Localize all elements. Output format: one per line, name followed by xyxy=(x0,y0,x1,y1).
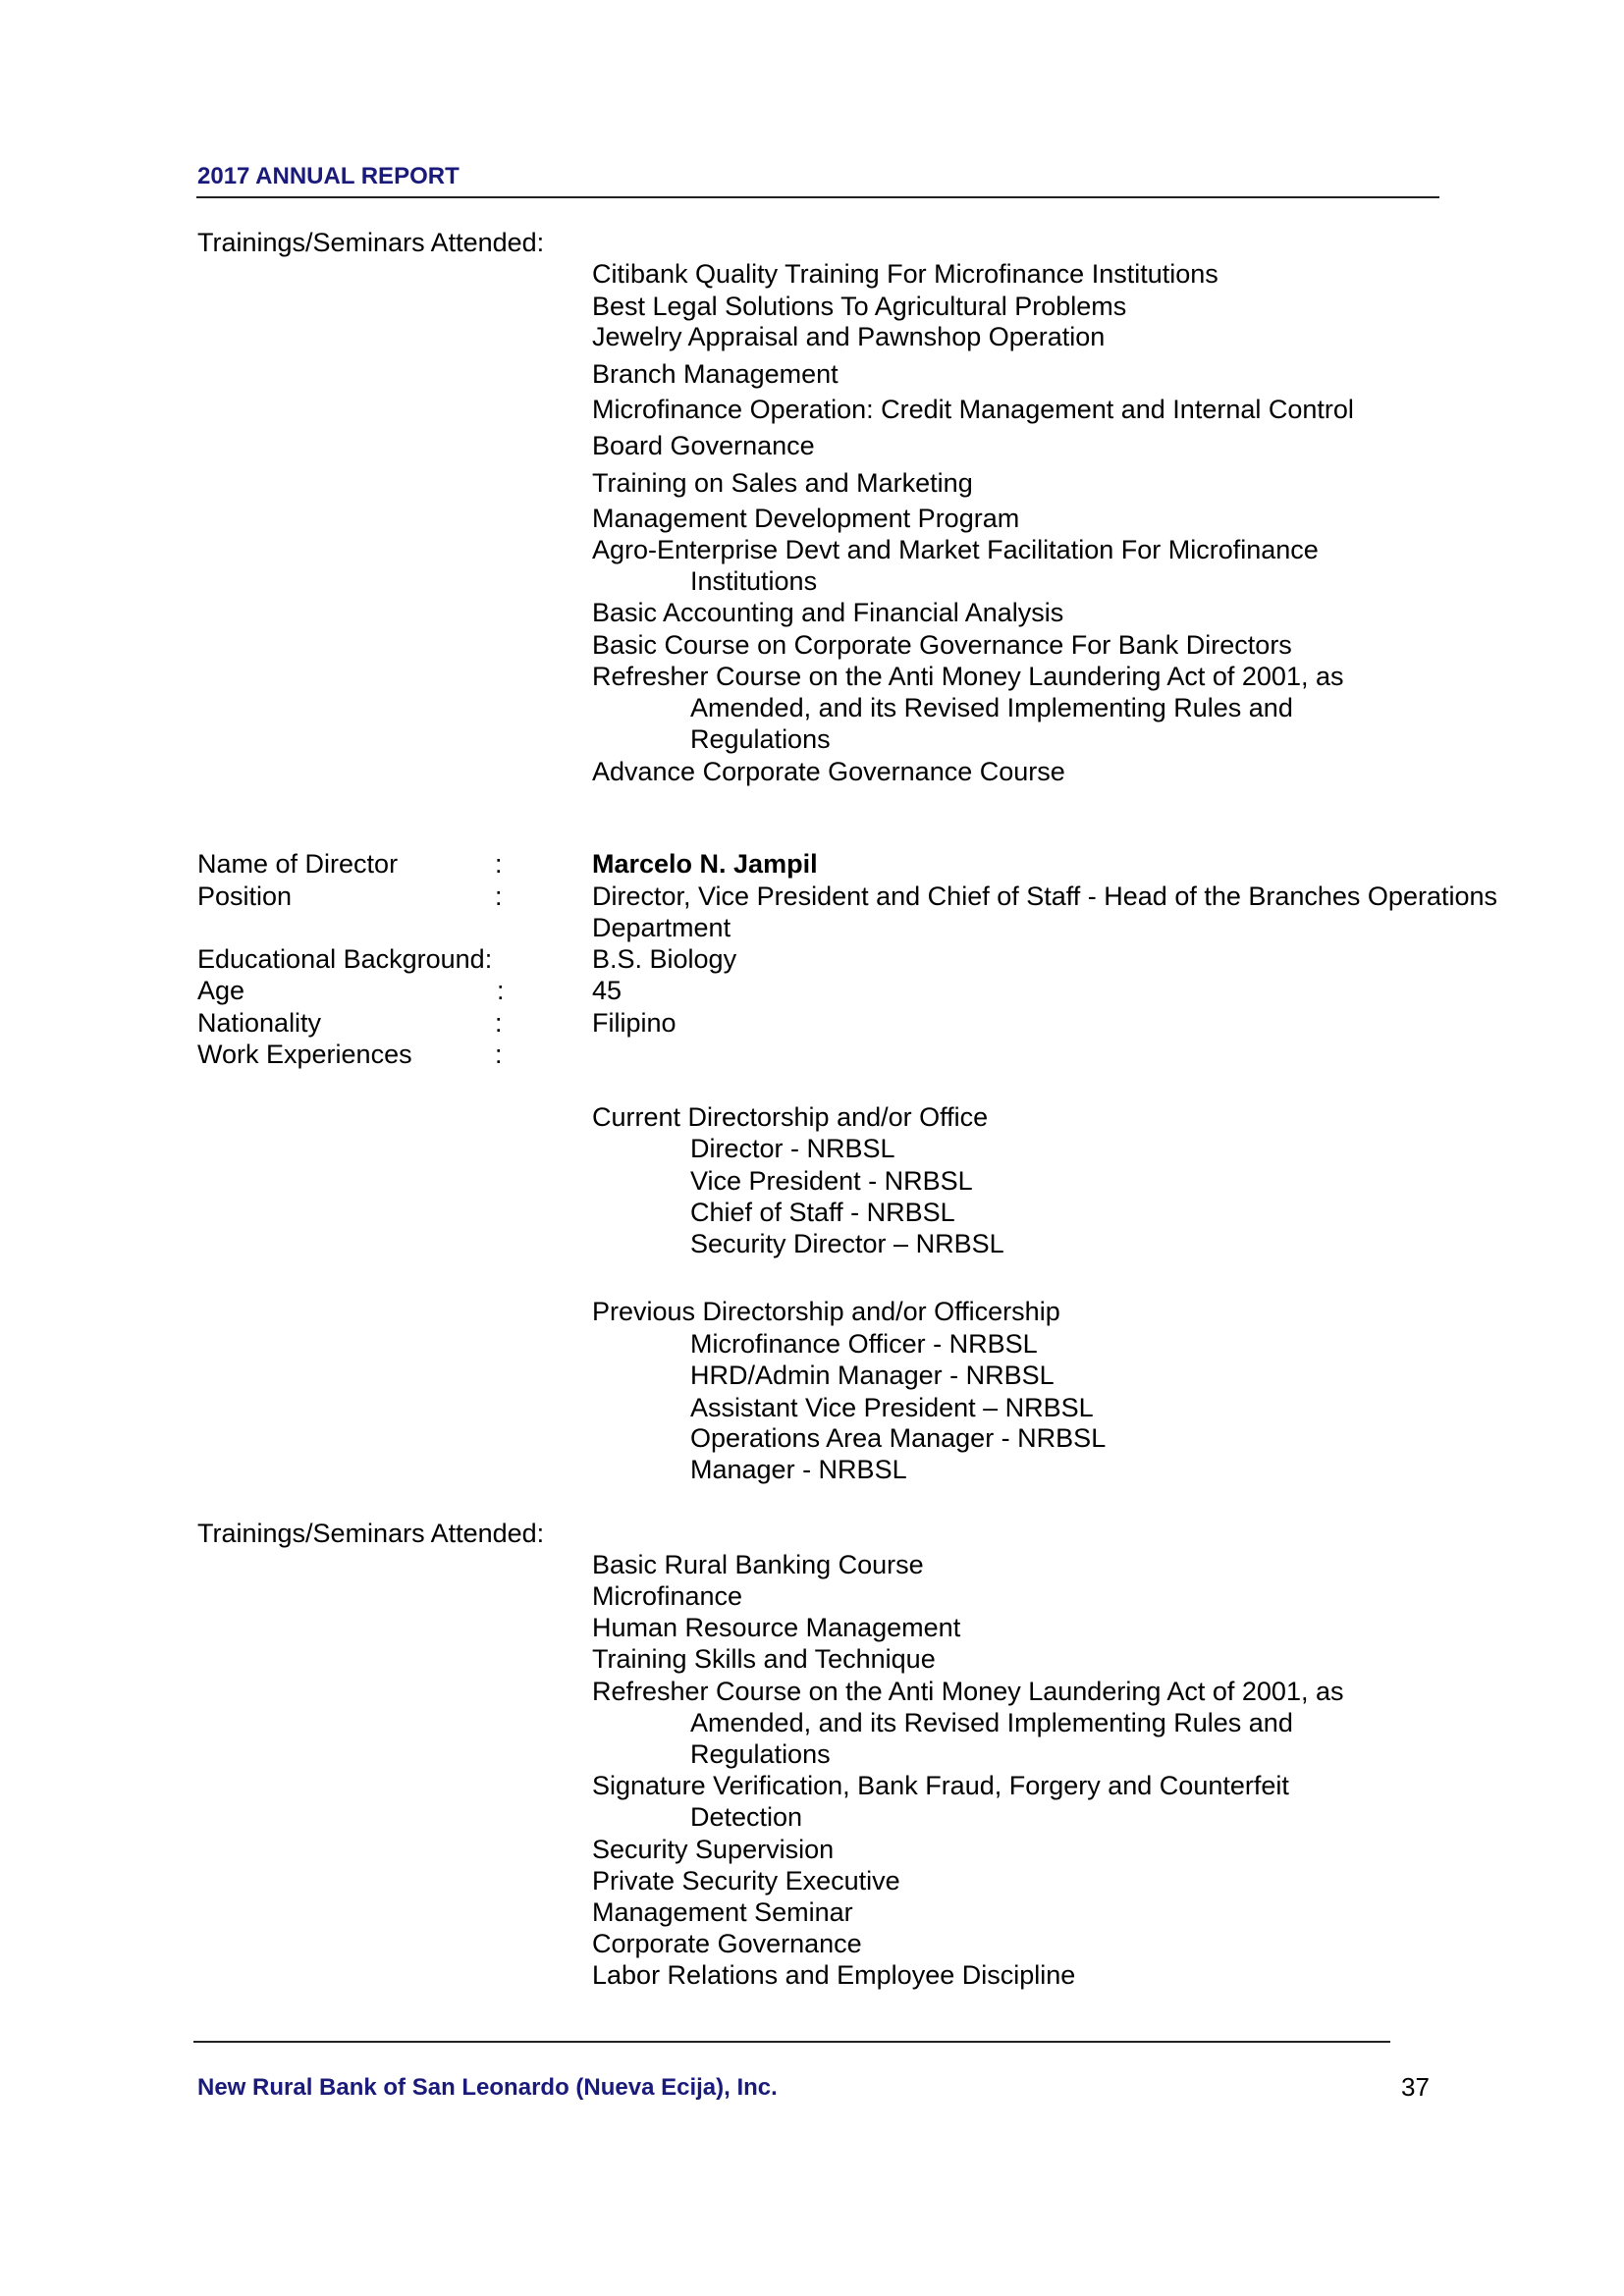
training-item-cont: Institutions xyxy=(690,566,818,596)
work-colon: : xyxy=(495,1040,503,1069)
training-item: Basic Course on Corporate Governance For Bank Directors xyxy=(592,630,1292,660)
training-item-cont: Regulations xyxy=(690,1739,831,1769)
training-item: Agro-Enterprise Devt and Market Facilitation For Microfinance xyxy=(592,535,1319,564)
trainings-label: Trainings/Seminars Attended: xyxy=(197,228,545,257)
previous-item: Assistant Vice President – NRBSL xyxy=(690,1393,1094,1422)
training-item: Citibank Quality Training For Microfinance Institutions xyxy=(592,259,1218,289)
training-item: Best Legal Solutions To Agricultural Problems xyxy=(592,292,1127,321)
training-item: Human Resource Management xyxy=(592,1613,961,1642)
current-item: Chief of Staff - NRBSL xyxy=(690,1198,955,1227)
training-item: Corporate Governance xyxy=(592,1929,862,1958)
training-item: Refresher Course on the Anti Money Laundering Act of 2001, as xyxy=(592,1677,1344,1706)
position-colon: : xyxy=(495,881,503,911)
current-item: Director - NRBSL xyxy=(690,1134,895,1163)
position-value-cont: Department xyxy=(592,913,731,942)
training-item: Labor Relations and Employee Discipline xyxy=(592,1960,1076,1990)
current-item: Security Director – NRBSL xyxy=(690,1229,1004,1258)
training-item: Security Supervision xyxy=(592,1835,835,1864)
current-item: Vice President - NRBSL xyxy=(690,1166,973,1196)
name-label: Name of Director xyxy=(197,849,399,879)
age-colon: : xyxy=(497,976,505,1005)
report-title: 2017 ANNUAL REPORT xyxy=(197,163,460,189)
training-item: Jewelry Appraisal and Pawnshop Operation xyxy=(592,322,1106,351)
training-item: Basic Accounting and Financial Analysis xyxy=(592,598,1064,627)
previous-heading: Previous Directorship and/or Officership xyxy=(592,1297,1060,1326)
previous-item: Manager - NRBSL xyxy=(690,1455,907,1484)
page-number: 37 xyxy=(1401,2072,1430,2102)
name-colon: : xyxy=(495,849,503,879)
current-heading: Current Directorship and/or Office xyxy=(592,1102,989,1132)
nationality-value: Filipino xyxy=(592,1008,677,1038)
training-item: Basic Rural Banking Course xyxy=(592,1550,924,1579)
position-value: Director, Vice President and Chief of Staff - Head of the Branches Operations xyxy=(592,881,1498,911)
previous-item: HRD/Admin Manager - NRBSL xyxy=(690,1361,1055,1390)
training-item: Training Skills and Technique xyxy=(592,1644,936,1674)
education-value: B.S. Biology xyxy=(592,944,737,974)
training-item-cont: Detection xyxy=(690,1802,803,1832)
training-item: Signature Verification, Bank Fraud, Forgery and Counterfeit xyxy=(592,1771,1289,1800)
training-item: Microfinance Operation: Credit Management and Internal Control xyxy=(592,395,1354,424)
training-item-cont: Amended, and its Revised Implementing Rules and xyxy=(690,693,1293,722)
education-label: Educational Background: xyxy=(197,944,493,974)
training-item: Refresher Course on the Anti Money Laundering Act of 2001, as xyxy=(592,662,1344,691)
nationality-colon: : xyxy=(495,1008,503,1038)
previous-item: Microfinance Officer - NRBSL xyxy=(690,1329,1038,1359)
header-divider xyxy=(196,196,1439,198)
age-value: 45 xyxy=(592,976,623,1005)
training-item: Microfinance xyxy=(592,1581,743,1611)
training-item-cont: Amended, and its Revised Implementing Rules and xyxy=(690,1708,1293,1737)
age-label: Age xyxy=(197,976,245,1005)
training-item: Branch Management xyxy=(592,359,839,389)
position-label: Position xyxy=(197,881,293,911)
training-item: Board Governance xyxy=(592,431,815,460)
training-item: Private Security Executive xyxy=(592,1866,900,1896)
footer-org-name: New Rural Bank of San Leonardo (Nueva Ecija), Inc. xyxy=(197,2074,778,2101)
training-item: Management Development Program xyxy=(592,504,1020,533)
previous-item: Operations Area Manager - NRBSL xyxy=(690,1423,1107,1453)
training-item: Advance Corporate Governance Course xyxy=(592,757,1065,786)
training-item: Training on Sales and Marketing xyxy=(592,468,973,498)
training-item-cont: Regulations xyxy=(690,724,831,754)
director-name: Marcelo N. Jampil xyxy=(592,849,818,879)
footer-divider xyxy=(193,2041,1390,2043)
training-item: Management Seminar xyxy=(592,1897,853,1927)
work-label: Work Experiences xyxy=(197,1040,412,1069)
trainings-label: Trainings/Seminars Attended: xyxy=(197,1519,545,1548)
nationality-label: Nationality xyxy=(197,1008,322,1038)
